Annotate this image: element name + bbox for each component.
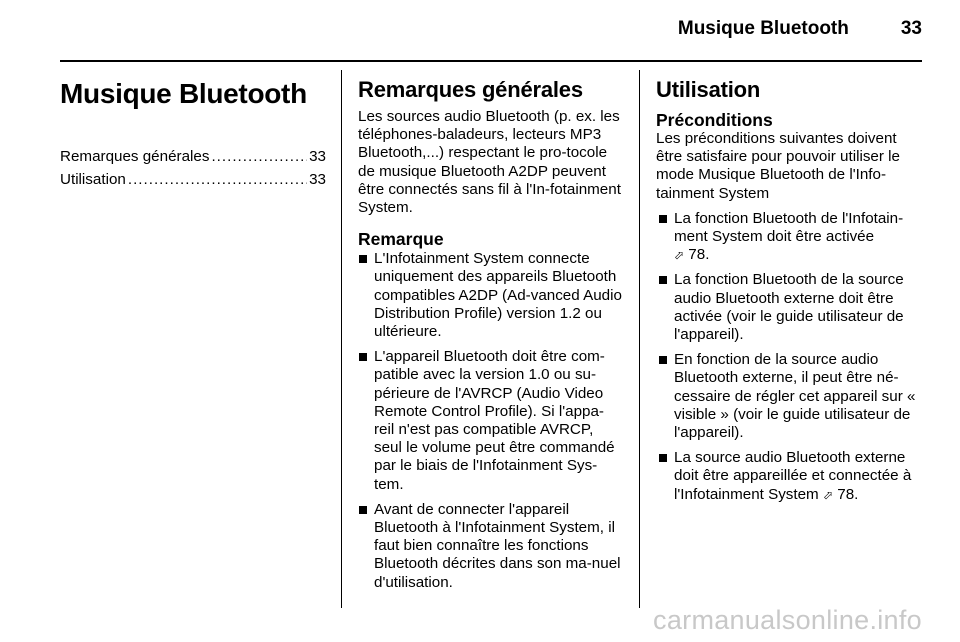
page-reference[interactable]: 78. [837,485,859,503]
remark-title: Remarque [358,229,444,250]
list-item [656,351,920,442]
bullet-icon [359,506,367,514]
page-reference-icon[interactable]: ⬀ [822,487,834,502]
toc-entry[interactable] [60,171,326,194]
list-item-text: L'Infotainment System connecte uniquement des appareils Bluetooth compatibles A2DP (Ad-vanced Audio Distribution Profile) version 1.2 ou ultérieure. [374,250,622,341]
list-item [656,449,920,504]
list-item [656,210,920,265]
page-header [60,18,922,48]
list-item-text: La fonction Bluetooth de la source audio Bluetooth externe doit être activée (voir le guide utilisateur de l'appareil). [674,271,904,344]
list-item [358,348,623,494]
column-divider-1 [341,70,342,608]
list-item [358,250,623,341]
list-item-text: Avant de connecter l'appareil Bluetooth à l'Infotainment System, il faut bien connaître les fonctions Bluetooth décrites dans son ma-nuel d'utilisation. [374,500,621,591]
bullet-icon [359,255,367,263]
remark-list [358,250,623,592]
list-item [358,501,623,592]
column-toc [60,68,326,194]
header-title: Musique Bluetooth [677,18,849,39]
header-divider [60,60,922,62]
preconditions-title: Préconditions [656,110,773,130]
intro-paragraph: Les sources audio Bluetooth (p. ex. les téléphones-baladeurs, lecteurs MP3 Bluetooth,...) respectant le pro-tocole de musique Bluetooth A2DP peuvent être connectés sans fil à l'In-fotainment System. [358,108,621,217]
toc-leader [211,148,307,166]
list-item-text: La source audio Bluetooth externe doit être appareillée et connectée à l'Infotainment System [674,449,912,503]
bullet-icon [659,215,667,223]
toc-label: Utilisation [60,171,126,188]
column-divider-2 [639,70,640,608]
list-item [656,271,920,344]
chapter-title: Musique Bluetooth [60,78,307,109]
watermark: carmanualsonline.info [653,605,922,635]
page-number: 33 [900,18,922,39]
toc-page: 33 [309,171,326,188]
bullet-icon [359,353,367,361]
section-title: Utilisation [656,77,761,102]
toc-page: 33 [309,148,326,165]
column-general-remarks [358,68,623,592]
intro-paragraph: Les préconditions suivantes doivent être satisfaire pour pouvoir utiliser le mode Musique Bluetooth de l'Info-tainment System [656,130,900,202]
toc-entry[interactable] [60,148,326,171]
list-item-text: La fonction Bluetooth de l'Infotain-ment System doit être activée [674,209,904,246]
bullet-icon [659,356,667,364]
page-reference-icon[interactable]: ⬀ [674,248,685,263]
page-reference[interactable]: 78. [688,246,710,264]
table-of-contents [60,148,326,194]
bullet-icon [659,454,667,462]
column-usage [656,68,920,504]
list-item-text: En fonction de la source audio Bluetooth externe, il peut être né-cessaire de régler cet appareil sur « visible » (voir le guide utilisateur de l'appareil). [674,351,916,442]
preconditions-list [656,210,920,504]
section-title: Remarques générales [358,77,583,102]
toc-label: Remarques générales [60,148,210,165]
toc-leader [128,171,307,189]
list-item-text: L'appareil Bluetooth doit être com-patible avec la version 1.0 ou su-périeure de l'AVRCP (Audio Video Remote Control Profile). Si l'appa-reil n'est pas compatible AVRCP, seul le volume peut être commandé par le biais de l'Infotainment Sys-tem. [374,348,615,493]
bullet-icon [659,276,667,284]
